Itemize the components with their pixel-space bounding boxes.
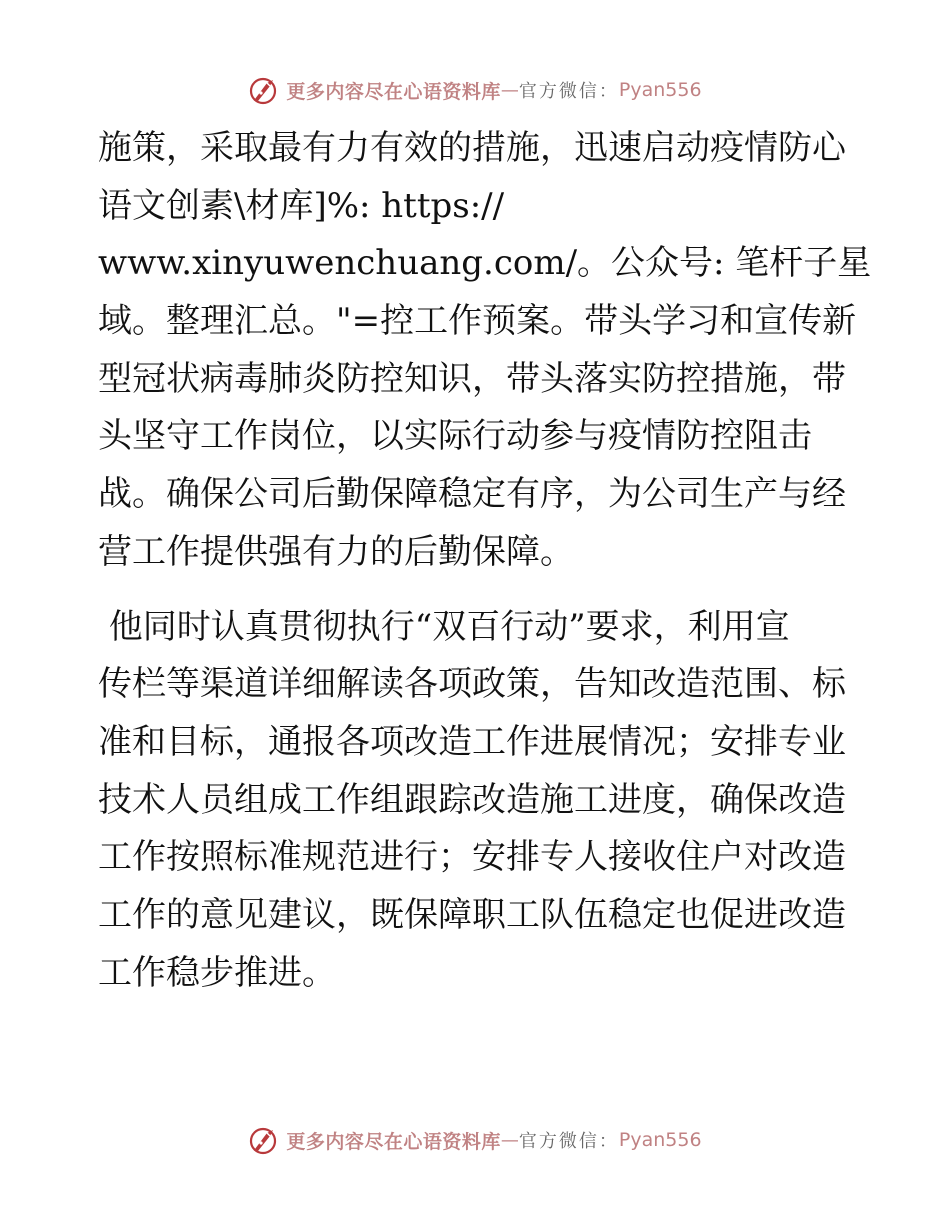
text-line: 工作的意见建议，既保障职工队伍稳定也促进改造 [98,894,846,935]
text-line: 传栏等渠道详细解读各项政策，告知改造范围、标 [98,664,846,705]
text-line: 头坚守工作岗位，以实际行动参与疫情防控阻击 [98,416,812,457]
banner-separator: — [500,79,519,101]
banner-main-text: 更多内容尽在心语资料库 [286,80,501,103]
header-banner [0,70,950,110]
text-line: 工作按照标准规范进行；安排专人接收住户对改造 [98,837,846,878]
banner-wechat-id: Pyan556 [618,1129,702,1151]
text-line: 技术人员组成工作组跟踪改造施工进度，确保改造 [98,779,846,820]
text-line: 他同时认真贯彻执行“双百行动”要求，利用宣 [98,606,790,647]
text-line: 语文创素\材库]%: https:// [98,185,505,226]
paragraph-1 [98,120,872,582]
banner-wechat-id: Pyan556 [618,79,702,101]
text-line: 工作稳步推进。 [98,952,336,993]
document-body [98,120,872,1002]
paragraph-2 [98,599,858,1003]
text-line: 施策，采取最有力有效的措施，迅速启动疫情防心 [98,128,846,168]
banner-wechat-label: 官方微信： [518,1131,619,1152]
text-line: 型冠状病毒肺炎防控知识，带头落实防控措施，带 [98,358,846,399]
banner-wechat-label: 官方微信： [518,81,619,102]
pen-logo-icon [248,1124,280,1156]
banner-main-text: 更多内容尽在心语资料库 [286,1130,501,1153]
paragraph-spacer [98,582,858,599]
text-line: www.xinyuwenchuang.com/。公众号: 笔杆子星 [98,243,872,284]
text-line: 营工作提供强有力的后勤保障。 [98,531,574,572]
footer-banner [0,1120,950,1160]
text-line: 域。整理汇总。"=控工作预案。带头学习和宣传新 [98,301,857,342]
text-line: 战。确保公司后勤保障稳定有序，为公司生产与经 [98,474,846,515]
pen-logo-icon [248,74,280,106]
text-line: 准和目标，通报各项改造工作进展情况；安排专业 [98,721,846,762]
banner-separator: — [500,1129,519,1151]
